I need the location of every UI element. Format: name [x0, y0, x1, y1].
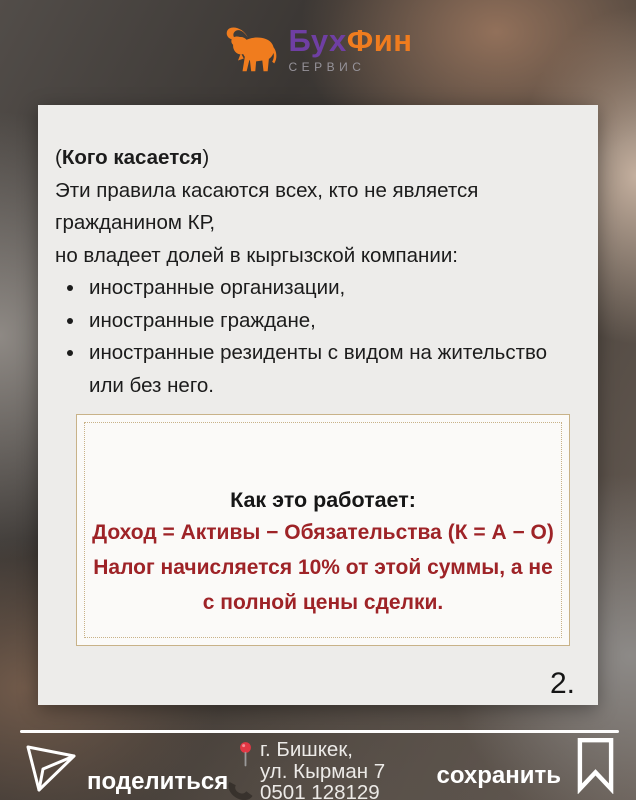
list-item: • иностранные граждане,	[86, 305, 581, 338]
address-city: г. Бишкек,	[260, 738, 353, 761]
save-button[interactable]	[436, 737, 615, 799]
address-lines	[260, 739, 385, 800]
formula-title: Как это работает:	[230, 488, 416, 512]
formula-box-inner	[84, 422, 562, 638]
footer	[0, 728, 636, 800]
page-number: 2.	[549, 667, 575, 700]
formula-box	[76, 414, 570, 646]
card-paragraph-1: Эти правила касаются всех, кто не является гражданином КР,	[55, 178, 479, 234]
paper-plane-icon	[24, 741, 78, 798]
brand-subtitle: СЕРВИС	[288, 59, 366, 74]
footer-divider	[20, 730, 619, 733]
card-heading: (Кого касается)	[55, 146, 210, 169]
card-paragraph-2: но владеет долей в кыргызской компании:	[55, 243, 458, 267]
bullet-list	[55, 272, 581, 402]
list-item: • иностранные организации,	[86, 272, 581, 305]
address-block	[238, 739, 385, 800]
list-item: • иностранные резиденты с видом на жительство или без него.	[86, 337, 581, 402]
content-card	[38, 105, 598, 705]
formula-equation: Доход = Активы − Обязательства (К = А − О)	[92, 521, 554, 544]
share-button[interactable]	[24, 741, 228, 798]
formula-note: Налог начисляется 10% от этой суммы, а не с полной цены сделки.	[93, 556, 553, 614]
phone-icon	[227, 777, 253, 800]
address-phone: 0501 128129	[260, 781, 380, 800]
brand-name: БухФин	[288, 22, 413, 58]
address-street: ул. Кырман 7	[260, 759, 386, 783]
share-label: поделиться	[87, 768, 229, 795]
bull-logo-icon	[224, 20, 280, 78]
bookmark-icon	[576, 737, 615, 799]
save-label: сохранить	[436, 762, 561, 789]
logo-text	[288, 22, 413, 74]
logo	[0, 16, 636, 82]
